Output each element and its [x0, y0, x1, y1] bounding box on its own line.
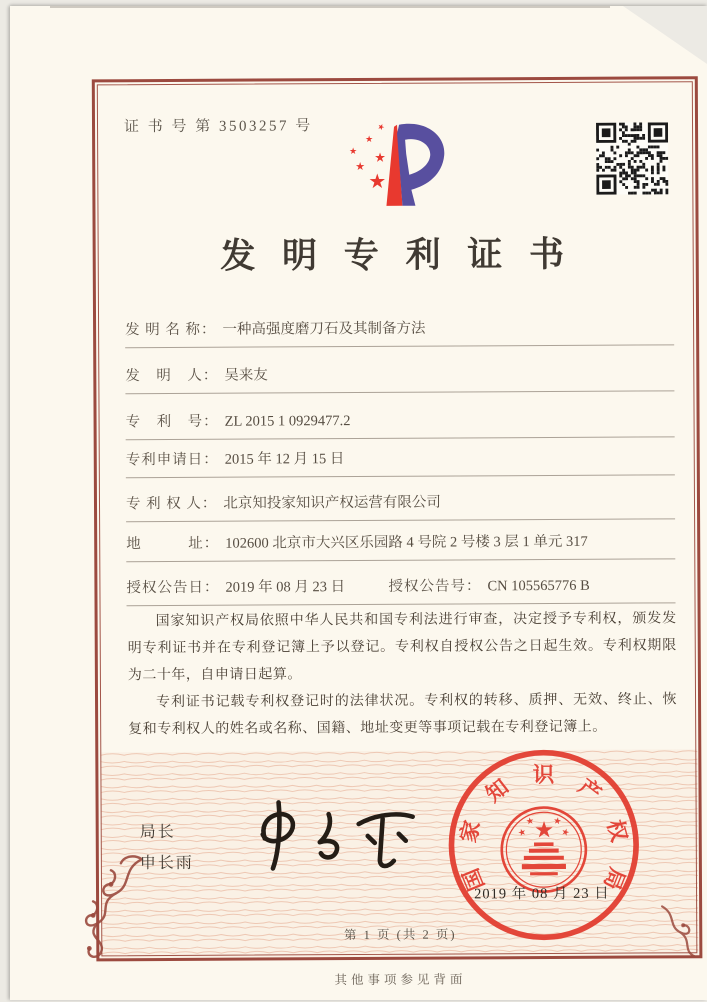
certificate-page [10, 6, 707, 1000]
field-value: 吴来友 [224, 367, 268, 384]
field-invention-name [125, 312, 674, 348]
logo-star: ★ [368, 170, 387, 193]
legal-paragraph-1: 国家知识产权局依照中华人民共和国专利法进行审查，决定授予专利权，颁发发明专利证书并在专利登记簿上予以登记。专利权自授权公告之日起生效。专利权期限为二十年，自申请日起算。 [127, 611, 677, 684]
field-value: 2015 年 12 月 15 日 [224, 451, 345, 468]
legal-paragraph-2: 专利证书记载专利权登记时的法律状况。专利权的转移、质押、无效、终止、恢复和专利权人的姓名或名称、国籍、地址变更等事项记载在专利登记簿上。 [128, 692, 678, 738]
field-grant-announcement [126, 570, 675, 606]
svg-text:家: 家 [456, 818, 485, 845]
field-value: ZL 2015 1 0929477.2 [224, 413, 351, 430]
signer-title: 局长 [139, 823, 176, 842]
grant-number-value: CN 105565776 B [487, 577, 590, 595]
grant-date-label: 授权公告日： [126, 579, 220, 597]
svg-text:产: 产 [573, 774, 606, 807]
grant-number-label: 授权公告号： [388, 578, 482, 595]
signer-name: 申长雨 [139, 854, 194, 873]
field-label: 地 址： [126, 535, 220, 553]
field-value: 一种高强度磨刀石及其制备方法 [222, 320, 426, 338]
svg-text:国: 国 [458, 864, 489, 894]
svg-text:★: ★ [349, 146, 358, 157]
svg-text:★: ★ [365, 133, 374, 144]
field-label: 专 利 号： [125, 413, 219, 431]
certificate-number: 证 书 号 第 3503257 号 [123, 118, 313, 136]
cnipa-logo-icon [341, 111, 497, 220]
svg-text:识: 识 [532, 762, 555, 788]
svg-text:★: ★ [533, 817, 555, 843]
certificate-title: 发 明 专 利 证 书 [220, 234, 574, 276]
svg-text:★: ★ [560, 826, 571, 839]
svg-text:知: 知 [481, 774, 514, 807]
svg-text:★: ★ [355, 160, 366, 174]
legal-text [128, 605, 678, 743]
qr-code [596, 122, 668, 194]
field-label: 专利申请日： [125, 451, 219, 469]
field-value: 102600 北京市大兴区乐园路 4 号院 2 号楼 3 层 1 单元 317 [225, 533, 588, 552]
back-side-note: 其他事项参见背面 [334, 972, 467, 988]
field-label: 发 明 名 称： [125, 321, 217, 339]
page-number: 第 1 页 (共 2 页) [343, 927, 457, 943]
seal-date: 2019 年 08 月 23 日 [474, 885, 610, 903]
field-address [126, 526, 675, 562]
field-inventor [125, 358, 674, 394]
field-patentee [126, 486, 675, 522]
svg-text:局: 局 [599, 864, 630, 894]
field-label: 发 明 人： [125, 367, 219, 385]
svg-text:★: ★ [375, 121, 387, 133]
agency-seal [443, 745, 644, 946]
svg-text:★: ★ [516, 826, 528, 839]
svg-text:★: ★ [525, 815, 535, 827]
svg-text:★: ★ [374, 149, 386, 165]
director-signature [237, 794, 437, 887]
svg-text:★: ★ [552, 815, 563, 827]
field-application-date [126, 442, 675, 478]
field-value: 北京知投家知识产权运营有限公司 [223, 494, 441, 512]
field-patent-number [125, 404, 674, 440]
grant-date-value: 2019 年 08 月 23 日 [225, 579, 346, 596]
svg-text:权: 权 [602, 817, 632, 845]
field-label: 专 利 权 人： [125, 495, 218, 513]
